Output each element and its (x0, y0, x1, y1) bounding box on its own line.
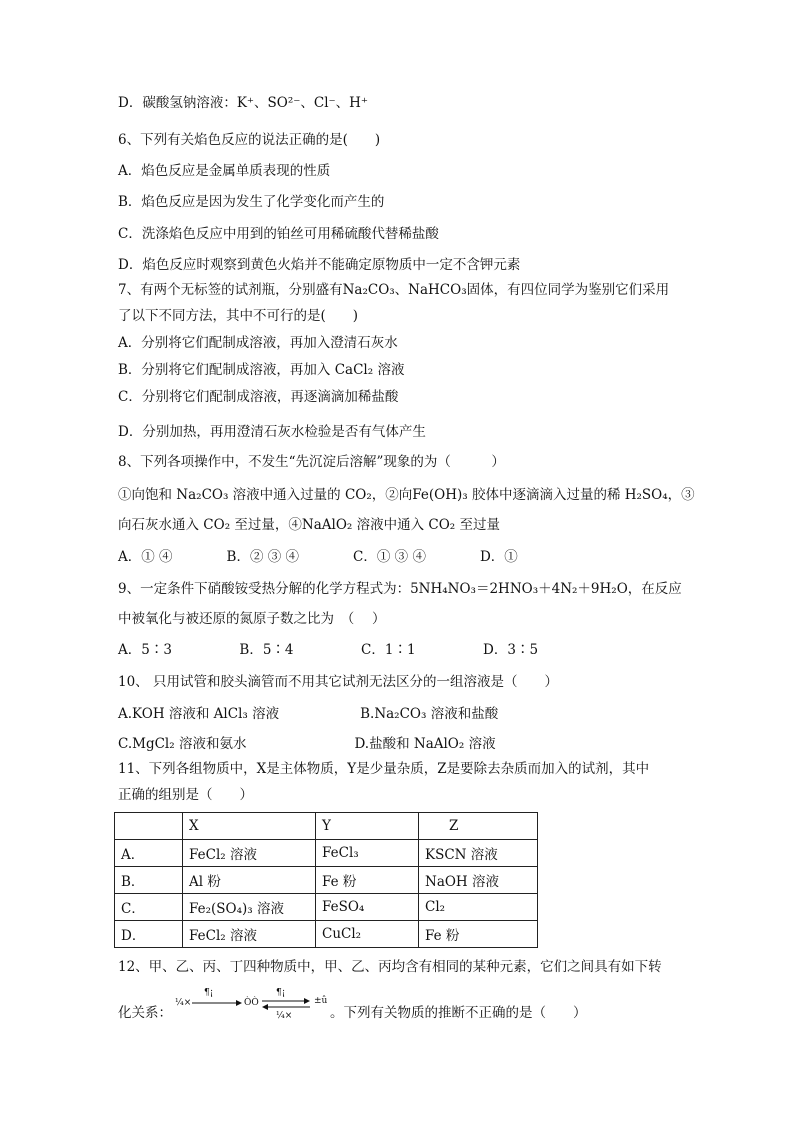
q11-stem: 11、下列各组物质中，X是主体物质，Y是少量杂质，Z是要除去杂质而加入的试剂，其中 (118, 761, 650, 777)
q7-stem-cont: 了以下不同方法，其中不可行的是( ) (118, 308, 359, 324)
table-cell: NaOH 溶液 (419, 867, 538, 894)
table-row (115, 867, 538, 894)
table-cell: Cl₂ (419, 894, 538, 921)
q5-option-d: D．碳酸氢钠溶液：K⁺、SO²⁻、Cl⁻、H⁺ (118, 95, 369, 111)
table-cell: CuCl₂ (316, 921, 419, 948)
q6-option-a: A．焰色反应是金属单质表现的性质 (118, 163, 331, 179)
table-cell: Al 粉 (183, 867, 316, 894)
table-cell: Fe₂(SO₄)₃ 溶液 (183, 894, 316, 921)
scheme-right: ±û (314, 996, 328, 1006)
table-cell: A． (115, 840, 183, 867)
q8-options: A．① ④ B．② ③ ④ C．① ③ ④ D．① (118, 549, 518, 565)
table-cell: FeCl₂ 溶液 (183, 921, 316, 948)
q12-prefix: 化关系： (118, 1005, 172, 1021)
table-cell: Fe 粉 (316, 867, 419, 894)
table-row (115, 840, 538, 867)
q9-stem: 9、一定条件下硝酸铵受热分解的化学方程式为：5NH₄NO₃＝2HNO₃＋4N₂＋9H₂O，在反应 (118, 581, 682, 597)
q10-options-cd: C.MgCl₂ 溶液和氨水 D.盐酸和 NaAlO₂ 溶液 (118, 736, 496, 752)
scheme-arrow1-label: ¶¡ (204, 988, 214, 998)
table-cell: KSCN 溶液 (419, 840, 538, 867)
table-cell: FeCl₃ (316, 840, 419, 867)
q9-options: A．5∶3 B．5∶4 C．1∶1 D．3∶5 (118, 642, 539, 658)
table-cell: B． (115, 867, 183, 894)
q11-stem-cont: 正确的组别是（ ） (118, 787, 253, 803)
q6-option-b: B．焰色反应是因为发生了化学变化而产生的 (118, 194, 385, 210)
q12-suffix: 。下列有关物质的推断不正确的是（ ） (330, 1005, 587, 1021)
table-header-cell: Y (316, 813, 419, 840)
q10-stem: 10、 只用试管和胶头滴管而不用其它试剂无法区分的一组溶液是（ ） (118, 674, 558, 690)
table-cell: C． (115, 894, 183, 921)
table-header-cell: X (183, 813, 316, 840)
table-row (115, 894, 538, 921)
q7-option-b: B．分别将它们配制成溶液，再加入 CaCl₂ 溶液 (118, 362, 405, 378)
table-header-cell: Z (419, 813, 538, 840)
table-row (115, 921, 538, 948)
q7-option-a: A．分别将它们配制成溶液，再加入澄清石灰水 (118, 335, 398, 351)
arrow-2-back-head (262, 1004, 268, 1010)
scheme-arrow2-label: ¶¡ (276, 988, 286, 998)
table-header-row (115, 813, 538, 840)
table-cell: FeSO₄ (316, 894, 419, 921)
q6-option-d: D．焰色反应时观察到黄色火焰并不能确定原物质中一定不含钾元素 (118, 257, 521, 273)
scheme-middle: ÒÒ (244, 998, 259, 1008)
arrow-1-head (236, 1000, 242, 1006)
q7-option-d: D．分别加热，再用澄清石灰水检验是否有气体产生 (118, 424, 426, 440)
q6-option-c: C．洗涤焰色反应中用到的铂丝可用稀硫酸代替稀盐酸 (118, 226, 439, 242)
table-cell: D． (115, 921, 183, 948)
q9-stem-cont: 中被氧化与被还原的氮原子数之比为 （ ） (118, 611, 386, 627)
q7-stem: 7、有两个无标签的试剂瓶，分别盛有Na₂CO₃、NaHCO₃固体，有四位同学为鉴别它们采用 (118, 282, 670, 298)
q11-table (114, 812, 538, 948)
arrow-2-forward-head (304, 998, 310, 1004)
q7-option-c: C．分别将它们配制成溶液，再逐滴滴加稀盐酸 (118, 389, 399, 405)
scheme-arrow2-bottom-label: ¼× (276, 1011, 293, 1021)
q8-items-cont: 向石灰水通入 CO₂ 至过量，④NaAlO₂ 溶液中通入 CO₂ 至过量 (118, 517, 500, 533)
q8-stem: 8、下列各项操作中，不发生“先沉淀后溶解”现象的为（ ） (118, 454, 505, 470)
q12-stem: 12、甲、乙、丙、丁四种物质中，甲、乙、丙均含有相同的某种元素，它们之间具有如下转 (118, 959, 662, 975)
table-header-cell (115, 813, 183, 840)
reaction-scheme (170, 986, 330, 1026)
q6-stem: 6、下列有关焰色反应的说法正确的是( ) (118, 132, 381, 148)
q8-items: ①向饱和 Na₂CO₃ 溶液中通入过量的 CO₂，②向Fe(OH)₃ 胶体中逐滴滴入过量的稀 H₂SO₄，③ (118, 487, 695, 503)
q10-options-ab: A.KOH 溶液和 AlCl₃ 溶液 B.Na₂CO₃ 溶液和盐酸 (118, 706, 499, 722)
table-cell: FeCl₂ 溶液 (183, 840, 316, 867)
table-cell: Fe 粉 (419, 921, 538, 948)
scheme-left: ¼× (175, 998, 192, 1008)
